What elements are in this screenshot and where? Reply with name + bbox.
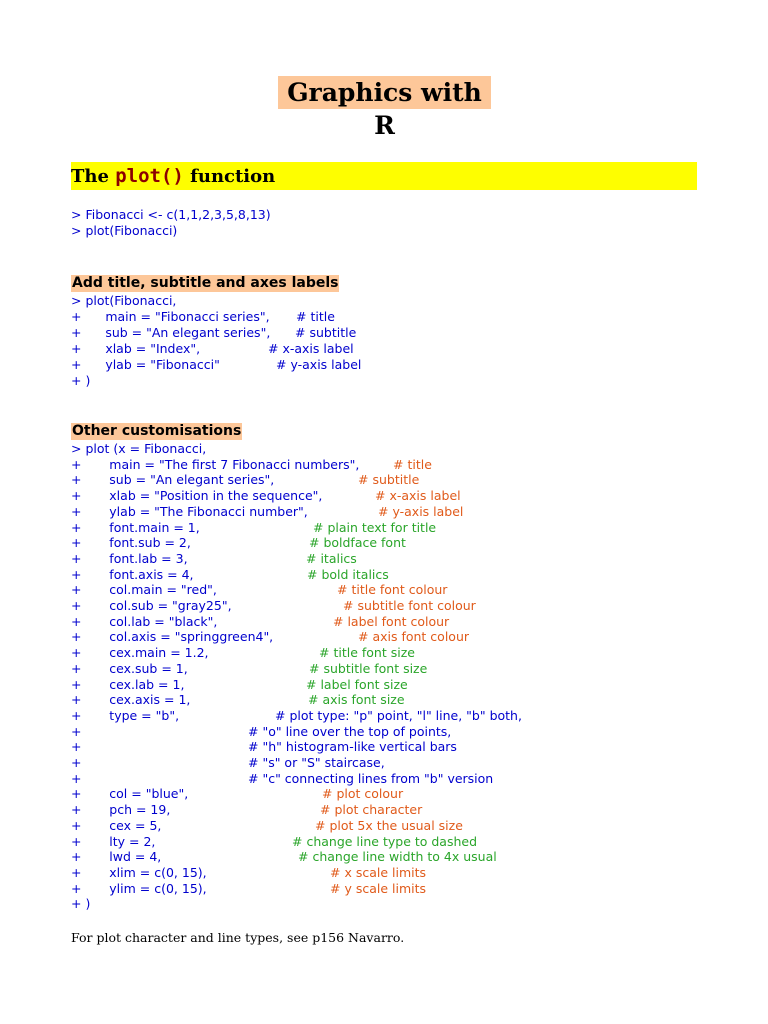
code-line xyxy=(71,865,751,881)
code-text: + sub = "An elegant series", xyxy=(71,325,271,340)
code-line xyxy=(71,341,751,357)
code-text: + cex = 5, xyxy=(71,817,162,833)
code-text: + type = "b", xyxy=(71,707,180,723)
code-text: + cex.main = 1.2, xyxy=(71,645,209,661)
code-comment: # title xyxy=(393,456,432,472)
code-text: + font.sub = 2, xyxy=(71,535,191,551)
code-text: + lty = 2, xyxy=(71,833,156,849)
code-line xyxy=(71,802,751,818)
code-line xyxy=(71,488,751,504)
code-text: + font.lab = 3, xyxy=(71,550,188,566)
code-line xyxy=(71,535,751,551)
code-comment: # axis font colour xyxy=(358,629,470,645)
code-text: + ) xyxy=(71,896,91,912)
code-text: + ) xyxy=(71,373,91,388)
code-comment: # label font colour xyxy=(333,613,450,629)
code-line xyxy=(71,441,751,457)
code-line xyxy=(71,472,751,488)
code-comment: # boldface font xyxy=(309,535,406,551)
code-text: + main = "The first 7 Fibonacci numbers", xyxy=(71,456,360,472)
code-comment: # italics xyxy=(306,550,357,566)
code-line xyxy=(71,223,751,239)
code-text: + col = "blue", xyxy=(71,786,189,802)
code-text: + font.main = 1, xyxy=(71,519,200,535)
code-line xyxy=(71,520,751,536)
code-comment: # y-axis label xyxy=(276,357,362,372)
code-text: + font.axis = 4, xyxy=(71,566,194,582)
code-text: + cex.sub = 1, xyxy=(71,660,188,676)
code-comment: # "c" connecting lines from "b" version xyxy=(248,770,494,786)
code-comment: # "h" histogram-like vertical bars xyxy=(248,739,457,755)
code-comment: # label font size xyxy=(306,676,408,692)
code-comment: # subtitle xyxy=(358,472,420,488)
heading-customisations: Other customisations xyxy=(72,423,242,439)
code-text: + xyxy=(71,755,82,770)
code-line xyxy=(71,207,751,223)
code-text: + ylab = "Fibonacci" xyxy=(71,357,220,372)
code-comment: # subtitle font size xyxy=(309,660,428,676)
code-comment: # "o" line over the top of points, xyxy=(248,723,452,739)
code-line xyxy=(71,692,751,708)
footer-note: For plot character and line types, see p156 Navarro. xyxy=(71,930,405,945)
code-line xyxy=(71,582,751,598)
code-line xyxy=(71,293,751,309)
code-comment: # title font colour xyxy=(337,582,448,598)
code-comment: # plot colour xyxy=(322,786,404,802)
code-line xyxy=(71,724,751,740)
code-comment: # plot character xyxy=(320,802,423,818)
code-text: + xyxy=(71,723,82,739)
code-line xyxy=(71,739,751,755)
section-heading-prefix: The xyxy=(71,166,116,187)
code-line xyxy=(71,373,751,389)
code-text: + xyxy=(71,770,82,786)
code-line xyxy=(71,849,751,865)
code-line xyxy=(71,771,751,787)
code-text: + cex.axis = 1, xyxy=(71,692,191,708)
code-text: > plot(Fibonacci) xyxy=(71,223,178,238)
code-line xyxy=(71,504,751,520)
code-comment: # plot 5x the usual size xyxy=(315,817,463,833)
code-line xyxy=(71,614,751,630)
code-comment: # x-axis label xyxy=(375,488,461,504)
code-text: + xyxy=(71,739,82,755)
code-comment: # x scale limits xyxy=(330,864,427,880)
code-comment: # subtitle xyxy=(295,325,357,340)
code-line xyxy=(71,551,751,567)
code-comment: # axis font size xyxy=(308,692,405,708)
code-text: + col.main = "red", xyxy=(71,582,217,598)
code-text: + col.lab = "black", xyxy=(71,613,218,629)
code-comment: # change line type to dashed xyxy=(292,833,478,849)
code-text: + xlab = "Index", xyxy=(71,341,201,356)
code-comment: # title xyxy=(296,309,335,324)
code-text: > plot(Fibonacci, xyxy=(71,293,177,308)
code-text: > Fibonacci <- c(1,1,2,3,5,8,13) xyxy=(71,207,271,222)
code-comment: # bold italics xyxy=(307,566,389,582)
code-line xyxy=(71,881,751,897)
code-comment: # y-axis label xyxy=(378,503,464,519)
code-text: + main = "Fibonacci series", xyxy=(71,309,270,324)
code-comment: # title font size xyxy=(319,645,415,661)
code-comment: # x-axis label xyxy=(268,341,354,356)
code-comment: # change line width to 4x usual xyxy=(298,849,497,865)
code-comment: # "s" or "S" staircase, xyxy=(248,755,385,770)
document-title: Graphics with R xyxy=(278,76,491,109)
code-text: + xlim = c(0, 15), xyxy=(71,864,207,880)
code-line xyxy=(71,755,751,771)
code-line xyxy=(71,357,751,373)
code-line xyxy=(71,567,751,583)
code-text: + pch = 19, xyxy=(71,802,171,818)
code-comment: # y scale limits xyxy=(330,880,427,896)
code-comment: # plot type: "p" point, "l" line, "b" both, xyxy=(275,707,522,723)
code-text: + lwd = 4, xyxy=(71,849,162,865)
code-text: + xlab = "Position in the sequence", xyxy=(71,488,323,504)
code-comment: # plain text for title xyxy=(313,519,437,535)
code-line xyxy=(71,309,751,325)
code-comment: # subtitle font colour xyxy=(343,598,476,613)
code-text: + col.axis = "springgreen4", xyxy=(71,629,274,645)
code-line xyxy=(71,598,751,614)
code-line xyxy=(71,818,751,834)
code-line xyxy=(71,325,751,341)
code-text: + sub = "An elegant series", xyxy=(71,472,275,488)
heading-titles-labels: Add title, subtitle and axes labels xyxy=(72,275,339,291)
code-line xyxy=(71,896,751,912)
code-line xyxy=(71,457,751,473)
section-heading-suffix: function xyxy=(183,166,276,187)
code-text: + cex.lab = 1, xyxy=(71,676,185,692)
code-line xyxy=(71,661,751,677)
code-text: + ylab = "The Fibonacci number", xyxy=(71,503,308,519)
code-line xyxy=(71,708,751,724)
code-line xyxy=(71,645,751,661)
code-line xyxy=(71,786,751,802)
code-line xyxy=(71,834,751,850)
section-heading-code: plot() xyxy=(115,165,184,187)
code-line xyxy=(71,629,751,645)
section-heading xyxy=(71,162,697,190)
code-text: + ylim = c(0, 15), xyxy=(71,880,207,896)
code-text: > plot (x = Fibonacci, xyxy=(71,441,207,456)
code-line xyxy=(71,677,751,693)
code-text: + col.sub = "gray25", xyxy=(71,598,232,613)
